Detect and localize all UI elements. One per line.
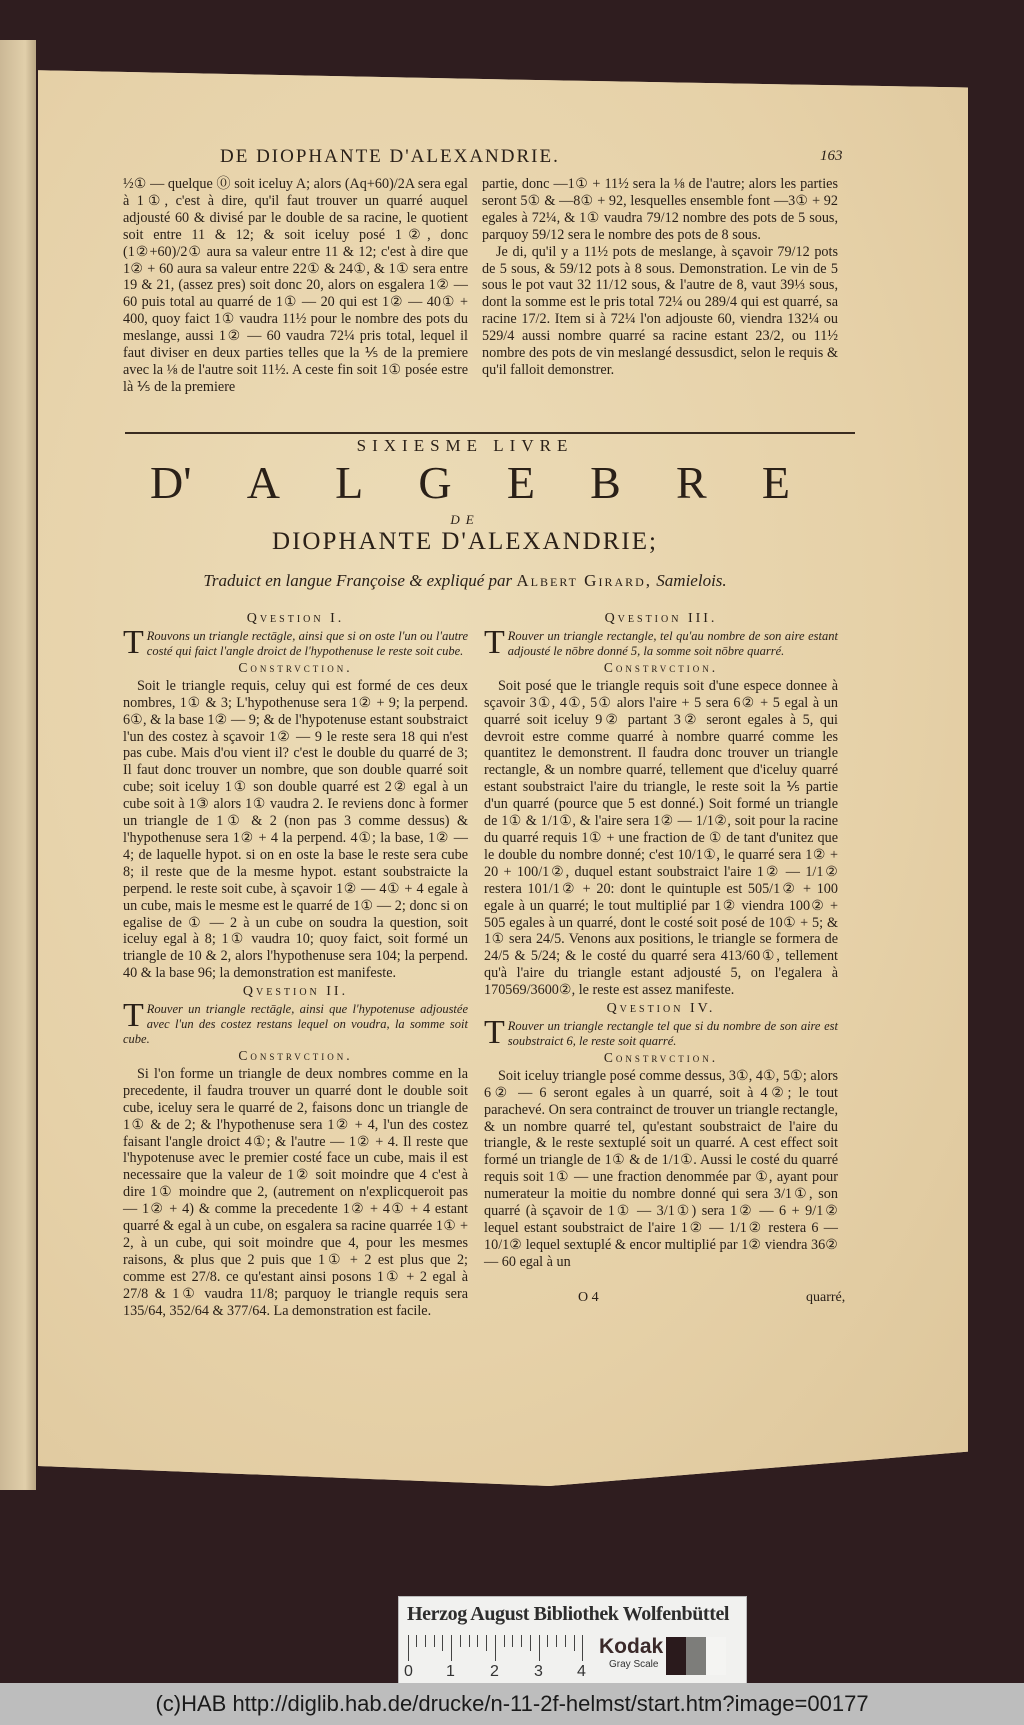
title-letter: E	[761, 457, 790, 508]
question-heading: Qvestion III.	[604, 611, 718, 626]
library-name: Herzog August Bibliothek Wolfenbüttel	[407, 1603, 730, 1625]
gray-swatches	[666, 1637, 726, 1675]
ruler-tick	[521, 1635, 522, 1647]
facing-page-edge	[0, 40, 36, 1490]
translation-credit	[0, 571, 930, 591]
construction-label: Constrvction.	[238, 1048, 353, 1064]
swatch-dark	[666, 1637, 686, 1675]
ruler-tick	[451, 1635, 452, 1661]
ruler-tick	[495, 1635, 496, 1661]
question-body: Soit posé que le triangle requis soit d'une espece donnee à sçavoir 3①, 4①, 5① alors l'aire + 5 sera 6② + 5 egal à un quarré soit iceluy 9② partant 3② seront egales à 5, qui devroit estre comme quarré à nombre quarré comme les quantitez le demonstrent. Il faudra donc trouver un triangle rectangle, & un nombre quarré, tellement que d'iceluy quarré estant soubstraict l'aire du triangle, le reste soit la ⅕ partie d'un quarré (pource que 5 est donné.) Soit formé un triangle de 1① & 1/1①, & l'aire sera 1② — 1/1②, soit pour la racine du quarré requis 1① + une fraction de ① de tant d'unitez que le double du nombre donné; c'est 10/1①, le quarré sera 1② + 20 + 100/1②, duquel estant soubstraict l'aire 1② — 1/1② restera 101/1② + 20: dont le quintuple est 505/1② + 100 egale à un quarré; le tout multiplié par 1② viendra 100② + 505 egales à un quarré, dont le costé soit posé de 10① + 5; & 1① sera 24/5. Venons aux positions, le triangle se formera de 24/5 & 5/24; & le costé du quarré sera 413/60①, tellement qu'à l'aire du triangle estant adjousté 5, on l'egalera à 170569/3600②, le reste est assez manifeste.	[484, 677, 838, 999]
paragraph: Je di, qu'il y a 11½ pots de meslange, à sçavoir 79/12 pots de 5 sous, & 59/12 pots à 8 sous. Demonstration. Le vin de 5 sous le pot vaut 32 11/12 sous, & l'autre de 8, vaut 39⅓ sous, dont la somme est le pris total 72¼ ou 289/4 qui est quarré, sa racine 17/2. Item si à 72¼ l'on adjouste 60, viendra 132¼ ou 529/4 aussi nombre quarré sa racine estant 23/2, ou 11½ nombre des pots de vin meslangé dessusdict, selon le requis & qu'il falloit demonstrer.	[482, 243, 838, 378]
title-letter: A	[246, 457, 280, 508]
title-letter: R	[676, 457, 707, 508]
question-heading: Qvestion II.	[242, 984, 349, 1000]
title-letter: D'	[150, 457, 192, 508]
statement-text: Rouvons un triangle rectāgle, ainsi que si on oste l'un ou l'autre costé qui faict l'angle droict de l'hypothenuse le reste soit cube.	[146, 628, 468, 658]
question-body: Soit iceluy triangle posé comme dessus, 3①, 4①, 5①; alors 6② — 6 seront egales à un quarré, soit à 4②; le tout parachevé. On sera contrainct de trouver un triangle rectangle, & un nombre quarré tel, qu'estant soubstraict de l'aire du triangle, & le reste sextuplé soit un quarré. A cest effect soit formé un triangle de 1① & de 1/1①. Aussi le costé du quarré requis soit 1① — une fraction denommée par ①, ayant pour numerateur la moitie du nombre donné qui sera 3/1①, son quarré (à sçavoir de 1① — 3/1①) sera 1② — 6 + 9/1② lequel estant soubstraict de l'aire 1② — 1/1② restera 6 — 10/1② lequel sextuplé & encor multiplié par 1② viendra 36② — 60 egal à un	[484, 1067, 838, 1270]
title-letter: L	[335, 457, 364, 508]
statement-text: Rouver un triangle rectangle tel que si du nombre de son aire est soubstraict 6, le reste soit quarré.	[507, 1018, 838, 1048]
question-2	[123, 984, 468, 1319]
construction-label: Constrvction.	[603, 1049, 719, 1065]
ruler-tick	[547, 1635, 548, 1647]
gray-scale-label: Gray Scale	[609, 1659, 659, 1670]
ruler-label: 0	[404, 1663, 413, 1680]
ruler-tick	[434, 1635, 435, 1647]
question-statement	[484, 623, 838, 661]
ruler-tick	[530, 1635, 531, 1651]
swatch-mid	[686, 1637, 706, 1675]
copyright-footer: (c)HAB http://diglib.hab.de/drucke/n-11-2f-helmst/start.htm?image=00177	[0, 1683, 1024, 1725]
title-letter: B	[590, 457, 621, 508]
ruler-tick	[408, 1635, 409, 1661]
construction-label: Constrvction.	[238, 659, 353, 675]
title-letter: E	[506, 457, 535, 508]
ruler-tick	[539, 1635, 540, 1661]
title-letter: G	[418, 457, 452, 508]
ruler-tick	[469, 1635, 470, 1647]
translator-origin: Samielois.	[656, 571, 727, 590]
ruler-tick	[486, 1635, 487, 1651]
color-reference-card	[398, 1596, 747, 1688]
ruler-scale	[406, 1635, 586, 1683]
signature-mark: O 4	[578, 1290, 599, 1305]
top-right-column	[482, 176, 838, 379]
ruler-tick	[425, 1635, 426, 1647]
page-number: 163	[820, 148, 843, 164]
ruler-label: 4	[577, 1663, 586, 1680]
question-body: Soit le triangle requis, celuy qui est formé de ces deux nombres, 1① & 3; L'hypothenuse sera 1② + 9; la perpend. 6①, & la base 1② — 9; & de l'hypotenuse estant soubstraict l'un des costez à sçavoir 1② — 9 le reste sera 18 qui n'est pas cube. Mais d'ou vient il? c'est le double du quarré de 3; Il faut donc trouver un nombre, que son double quarré soit cube; soit iceluy 1① son double quarré est 2② egal à un cube soit à 1③ alors 1① vaudra 2. Ie reviens donc à former un triangle de 1① & 2 (non pas 3 comme dessus) & l'hypothenuse sera 1② + 4 la perpend. 4①; la base, 1② — 4; de laquelle hypot. si on en oste la base le reste sera cube 8; il reste que de la mesme hypot. estant soubstraicte la perpend. le reste soit cube, à sçavoir 1② — 4① + 4 egale à un cube, mais le mesme est le quarré de 1① — 2; donc si on egalise de ① — 2 à un cube on soudra la question, soit iceluy egal à 8; 1① vaudra 10; quoy faict, soit formé un triangle de 10 & 2, alors l'hypothenuse sera 104; la perpend. 40 & la base 96; la demonstration est manifeste.	[123, 677, 468, 982]
book-subtitle: SIXIESME LIVRE	[356, 436, 574, 455]
title-author: DIOPHANTE D'ALEXANDRIE;	[272, 528, 658, 555]
ruler-tick	[512, 1635, 513, 1647]
question-statement	[484, 1013, 838, 1051]
paragraph: ½① — quelque ⓪ soit iceluy A; alors (Aq+60)/2A sera egal à 1①, c'est à dire, qu'il faut trouver un quarré auquel adjousté 60 & divisé par le double de sa racine, le quotient soit entre 11 & 12; & soit iceluy posé 1②, donc (1②+60)/2① aura sa valeur entre 11 & 12; c'est à dire que 1② + 60 aura sa valeur entre 22① & 24①, & 1① sera entre 19 & 21, (assez pres) soit donc 20, alors on esgalera 1② — 60 puis total au quarré de 1① — 20 qui est 1② — 40① + 400, quoy faict 1① vaudra 11½ pour le nombre des pots du meslange, aussi 1② — 60 vaudra 72¼ pris total, lequel il faut diviser en deux parties telles que la ⅕ de la premiere avec la ⅛ de l'autre soit 11½. A ceste fin soit 1① posée estre là ⅕ de la premiere	[123, 176, 468, 395]
question-4	[484, 1001, 838, 1271]
right-column	[484, 609, 838, 1271]
ruler-tick	[582, 1635, 583, 1661]
question-statement	[123, 623, 468, 661]
statement-text: Rouver un triangle rectangle, tel qu'au nombre de son aire estant adjousté le nōbre donné 5, la somme soit nōbre quarré.	[507, 628, 838, 658]
drop-cap: T	[484, 1013, 505, 1051]
ruler-tick	[565, 1635, 566, 1647]
construction-label: Constrvction.	[603, 659, 719, 675]
question-body: Si l'on forme un triangle de deux nombres comme en la precedente, il faudra trouver un quarré dont le double soit cube, iceluy sera le quarré de 2, faisons donc un triangle de 1① & de 2; & l'hypothenuse sera 1② + 4, l'un des costez faisant l'angle droict 4①; & l'autre — 1② + 4. Il reste que l'hypotenuse avec le premier costé face un cube, mais il est necessaire que la valeur de 1② soit moindre que 4 c'est à dire 1① moindre que 2, (autrement on n'explicqueroit pas — 1② + 4) & comme la precedente 1② + 4① + 4 estant quarré & egal à un cube, on esgalera sa racine quarrée 1① + 2, à un cube, qui soit moindre que 4, pour les mesmes raisons, & plus que 2 puis que 1① + 2 est plus que 2; comme est 27/8. ce qu'estant ainsi posons 1① + 2 egal à 27/8 & 1① vaudra 11/8; parquoy le triangle requis sera 135/64, 352/64 & 377/64. La demonstration est facile.	[123, 1065, 468, 1319]
title-de: DE	[450, 512, 480, 527]
ruler-tick	[460, 1635, 461, 1647]
ruler-label: 1	[446, 1663, 455, 1680]
ruler-tick	[477, 1635, 478, 1647]
question-heading: Qvestion IV.	[606, 1001, 716, 1017]
question-1	[123, 611, 468, 982]
ruler-label: 2	[490, 1663, 499, 1680]
ruler-tick	[556, 1635, 557, 1647]
ruler-tick	[504, 1635, 505, 1647]
ruler-label: 3	[534, 1663, 543, 1680]
top-left-column	[123, 176, 468, 396]
kodak-logo: Kodak	[599, 1635, 664, 1658]
drop-cap: T	[123, 997, 144, 1035]
section-divider	[125, 432, 855, 434]
ruler-tick	[442, 1635, 443, 1651]
translator-name: Albert Girard,	[516, 571, 653, 590]
ruler-tick	[416, 1635, 417, 1647]
catchword: quarré,	[806, 1290, 846, 1305]
swatch-light	[706, 1637, 726, 1675]
translation-prefix: Traduict en langue Françoise & expliqué par	[203, 571, 513, 590]
question-heading: Qvestion I.	[246, 611, 345, 626]
drop-cap: T	[123, 623, 144, 661]
ruler-tick	[574, 1635, 575, 1651]
running-head: DE DIOPHANTE D'ALEXANDRIE.	[220, 146, 560, 167]
book-title	[150, 456, 790, 509]
drop-cap: T	[484, 623, 505, 661]
left-column	[123, 609, 468, 1320]
statement-text: Rouver un triangle rectāgle, ainsi que l'hypotenuse adjoustée avec l'un des costez restans lequel on voudra, la somme soit cube.	[123, 1002, 468, 1047]
question-3	[484, 611, 838, 999]
question-statement	[123, 997, 468, 1047]
paragraph: partie, donc —1① + 11½ sera la ⅛ de l'autre; alors les parties seront 5① & —8① + 92, lesquelles ensemble font —3① + 92 egales à 72¼, & 1① vaudra 79/12 nombre des pots de 5 sous, parquoy 59/12 sera le nombre des pots de 8 sous.	[482, 176, 838, 243]
